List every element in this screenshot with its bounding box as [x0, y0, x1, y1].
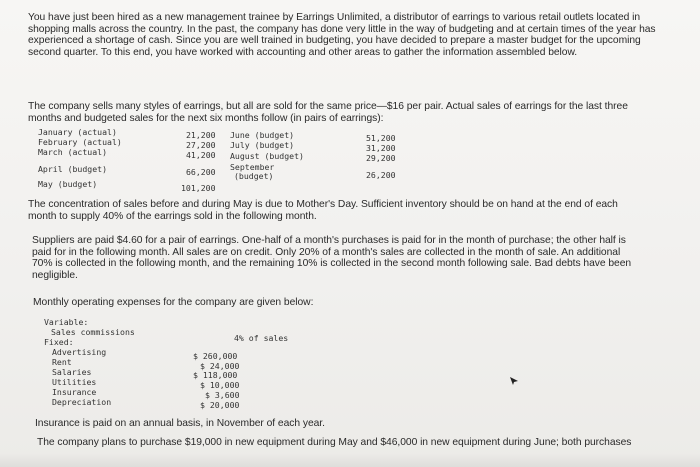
sales-value: 29,200 — [366, 153, 396, 163]
sales-month-label: August (budget) — [230, 151, 304, 161]
expense-value: $ 118,000 — [193, 370, 238, 380]
sales-month-label: September — [230, 162, 275, 172]
sales-value: 31,200 — [366, 143, 396, 153]
expense-value: $ 3,600 — [205, 390, 240, 400]
expense-value: $ 10,000 — [200, 380, 240, 390]
equipment-note: The company plans to purchase $19,000 in new equipment during May and $46,000 in new equipment during June; both purchases — [37, 437, 632, 448]
expense-label: Rent — [52, 357, 72, 367]
sales-month-label: June (budget) — [230, 130, 295, 140]
sales-month-label: (budget) — [234, 171, 274, 181]
expense-label: Utilities — [52, 377, 97, 387]
sales-month-label: April (budget) — [38, 164, 108, 174]
sales-value: 26,200 — [366, 170, 396, 180]
sales-value: 101,200 — [181, 183, 216, 193]
insurance-note: Insurance is paid on an annual basis, in November of each year. — [35, 418, 325, 429]
sales-month-label: March (actual) — [38, 147, 108, 157]
sales-value: 51,200 — [366, 133, 396, 143]
intro-paragraph: You have just been hired as a new management trainee by Earrings Unlimited, a distributor of earrings to various retail outlets located in shopping malls across the country. In the past, the company has done very little in the way of budgeting and at certain times of the year has experienced a shortage of cash. Since you are well trained in budgeting, you have decided to prepare a master budget for the upcoming second quarter. To this end, you have worked with accounting and other areas to gather the information assembled below. — [28, 12, 656, 58]
sales-month-label: July (budget) — [230, 140, 295, 150]
sales-month-label: May (budget) — [38, 179, 98, 189]
expense-label: Depreciation — [52, 397, 112, 407]
sales-month-label: February (actual) — [38, 137, 122, 147]
expenses-intro: Monthly operating expenses for the company are given below: — [33, 297, 314, 308]
fixed-label: Fixed: — [44, 337, 74, 347]
sales-value: 41,200 — [186, 150, 216, 160]
expense-label: Salaries — [52, 367, 92, 377]
expense-value: $ 260,000 — [193, 351, 238, 361]
sales-commissions-label: Sales commissions — [51, 327, 135, 337]
concentration-paragraph: The concentration of sales before and during May is due to Mother's Day. Sufficient inventory should be on hand at the end of each month to supply 40% of the earrings sold in the following month. — [28, 199, 618, 222]
sales-intro-paragraph: The company sells many styles of earrings, but all are sold for the same price—$16 per pair. Actual sales of earrings for the last three months and budgeted sales for the next six months follow (in pairs of earrings): — [28, 101, 628, 124]
sales-value: 21,200 — [186, 130, 216, 140]
expense-label: Advertising — [52, 347, 107, 357]
variable-label: Variable: — [44, 317, 89, 327]
sales-commissions-value: 4% of sales — [234, 333, 289, 343]
suppliers-paragraph: Suppliers are paid $4.60 for a pair of earrings. One-half of a month's purchases is paid for in the month of purchase; the other half is paid for in the following month. All sales are on credit. Only 20% of a month's sales are collected in the month of sale. An additional 70% is collected in the following month, and the remaining 10% is collected in the second month following sale. Bad debts have been negligible. — [32, 235, 632, 281]
sales-value: 66,200 — [186, 167, 216, 177]
sales-value: 27,200 — [186, 140, 216, 150]
page-bottom-shadow — [0, 453, 700, 467]
expense-label: Insurance — [52, 387, 97, 397]
expense-value: $ 20,000 — [200, 400, 240, 410]
cursor-icon — [509, 376, 519, 386]
sales-month-label: January (actual) — [38, 127, 117, 137]
expense-value: $ 24,000 — [200, 361, 240, 371]
